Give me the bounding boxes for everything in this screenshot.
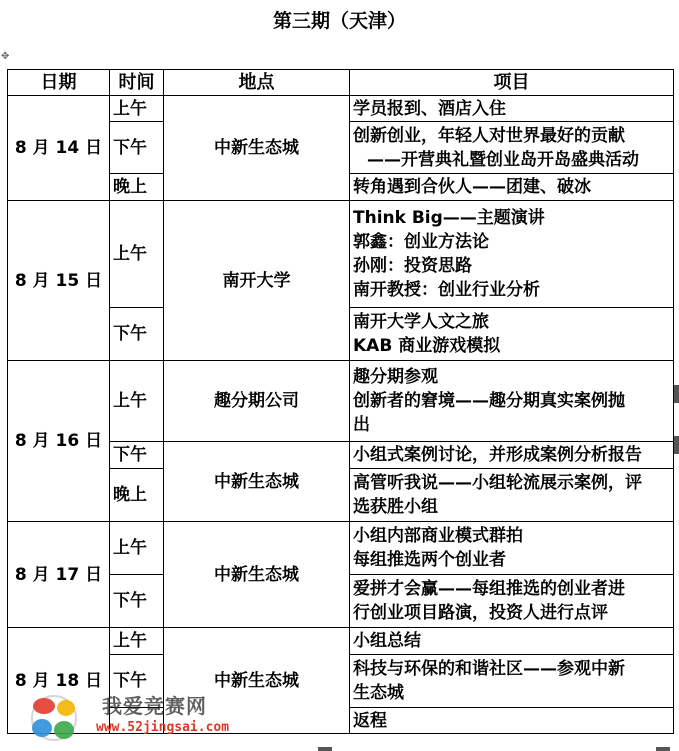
time-cell: 下午 [110, 575, 164, 628]
logo-petal-blue [32, 719, 52, 737]
place-cell: 中新生态城 [164, 522, 350, 628]
time-cell: 上午 [110, 201, 164, 308]
table-row [8, 96, 674, 122]
schedule-table [7, 69, 674, 734]
item-line: 孙刚：投资思路 [353, 256, 472, 276]
time-cell: 下午 [110, 122, 164, 174]
item-line: 选获胜小组 [353, 497, 438, 517]
table-row [8, 628, 674, 655]
item-line: 南开教授：创业行业分析 [353, 280, 540, 300]
place-cell: 趣分期公司 [164, 361, 350, 442]
time-cell: 下午 [110, 308, 164, 361]
header-date: 日期 [8, 70, 110, 96]
item-line: 爱拼才会赢——每组推选的创业者进 [353, 579, 625, 599]
date-cell: 8 月 16 日 [8, 361, 110, 522]
item-line: 高管听我说——小组轮流展示案例，评 [353, 473, 642, 493]
item-cell [350, 122, 674, 174]
place-cell: 南开大学 [164, 201, 350, 361]
scroll-edge-marker [318, 747, 332, 751]
header-time: 时间 [110, 70, 164, 96]
time-cell: 晚上 [110, 174, 164, 201]
place-cell: 中新生态城 [164, 442, 350, 522]
place-cell: 中新生态城 [164, 96, 350, 201]
site-logo-icon [22, 688, 86, 746]
table-header-row [8, 70, 674, 96]
time-cell: 下午 [110, 442, 164, 469]
item-line: 每组推选两个创业者 [353, 550, 506, 570]
scroll-edge-marker [674, 385, 679, 403]
date-cell: 8 月 14 日 [8, 96, 110, 201]
scroll-edge-marker [674, 436, 679, 454]
item-cell [350, 628, 674, 655]
header-item: 项目 [350, 70, 674, 96]
item-line: 小组式案例讨论，并形成案例分析报告 [353, 445, 642, 465]
item-line: 返程 [353, 710, 387, 731]
date-cell: 8 月 17 日 [8, 522, 110, 628]
watermark-site-name: 我爱竞赛网 [102, 694, 207, 718]
item-line: 趣分期参观 [353, 367, 438, 387]
item-line: 南开大学人文之旅 [353, 312, 489, 332]
site-watermark [20, 682, 250, 748]
item-cell [350, 469, 674, 522]
item-cell [350, 655, 674, 708]
item-line: 行创业项目路演，投资人进行点评 [353, 603, 608, 623]
document-title: 第三期（天津） [272, 10, 406, 32]
logo-petal-red [33, 698, 55, 714]
item-cell [350, 201, 674, 308]
item-line: ——开营典礼暨创业岛开岛盛典活动 [367, 149, 639, 170]
item-cell [350, 708, 674, 734]
date-cell: 8 月 15 日 [8, 201, 110, 361]
item-line: 创新创业，年轻人对世界最好的贡献 [353, 125, 625, 146]
table-row [8, 522, 674, 575]
item-cell [350, 522, 674, 575]
time-cell: 晚上 [110, 469, 164, 522]
place-cell: 中新生态城 [164, 628, 350, 734]
logo-petal-green [54, 721, 74, 739]
item-cell [350, 308, 674, 361]
item-line: 小组内部商业模式群拍 [353, 526, 523, 546]
time-cell: 上午 [110, 361, 164, 442]
scroll-edge-marker [656, 747, 670, 751]
item-line: 郭鑫：创业方法论 [353, 232, 489, 252]
logo-petal-yellow [57, 700, 75, 716]
table-move-handle-icon[interactable]: ✥ [1, 51, 10, 62]
time-cell: 上午 [110, 628, 164, 655]
time-cell: 上午 [110, 522, 164, 575]
item-cell [350, 96, 674, 122]
table-row [8, 201, 674, 308]
item-line: 出 [353, 415, 370, 435]
table-row [8, 361, 674, 442]
watermark-site-url[interactable]: www.52jingsai.com [96, 720, 230, 735]
item-cell [350, 174, 674, 201]
item-line: KAB 商业游戏模拟 [353, 336, 501, 356]
item-line: 创新者的窘境——趣分期真实案例抛 [353, 391, 625, 411]
item-cell [350, 442, 674, 469]
item-line: 转角遇到合伙人——团建、破冰 [353, 177, 591, 197]
item-line: 学员报到、酒店入住 [353, 98, 506, 119]
item-cell [350, 575, 674, 628]
item-line: 小组总结 [353, 631, 421, 651]
time-cell: 上午 [110, 96, 164, 122]
item-line: Think Big——主题演讲 [353, 208, 545, 228]
item-line: 生态城 [353, 683, 404, 703]
date-cell: 8 月 18 日 [8, 628, 110, 734]
item-cell [350, 361, 674, 442]
header-place: 地点 [164, 70, 350, 96]
time-cell: 下午 [110, 655, 164, 708]
item-line: 科技与环保的和谐社区——参观中新 [353, 659, 625, 679]
